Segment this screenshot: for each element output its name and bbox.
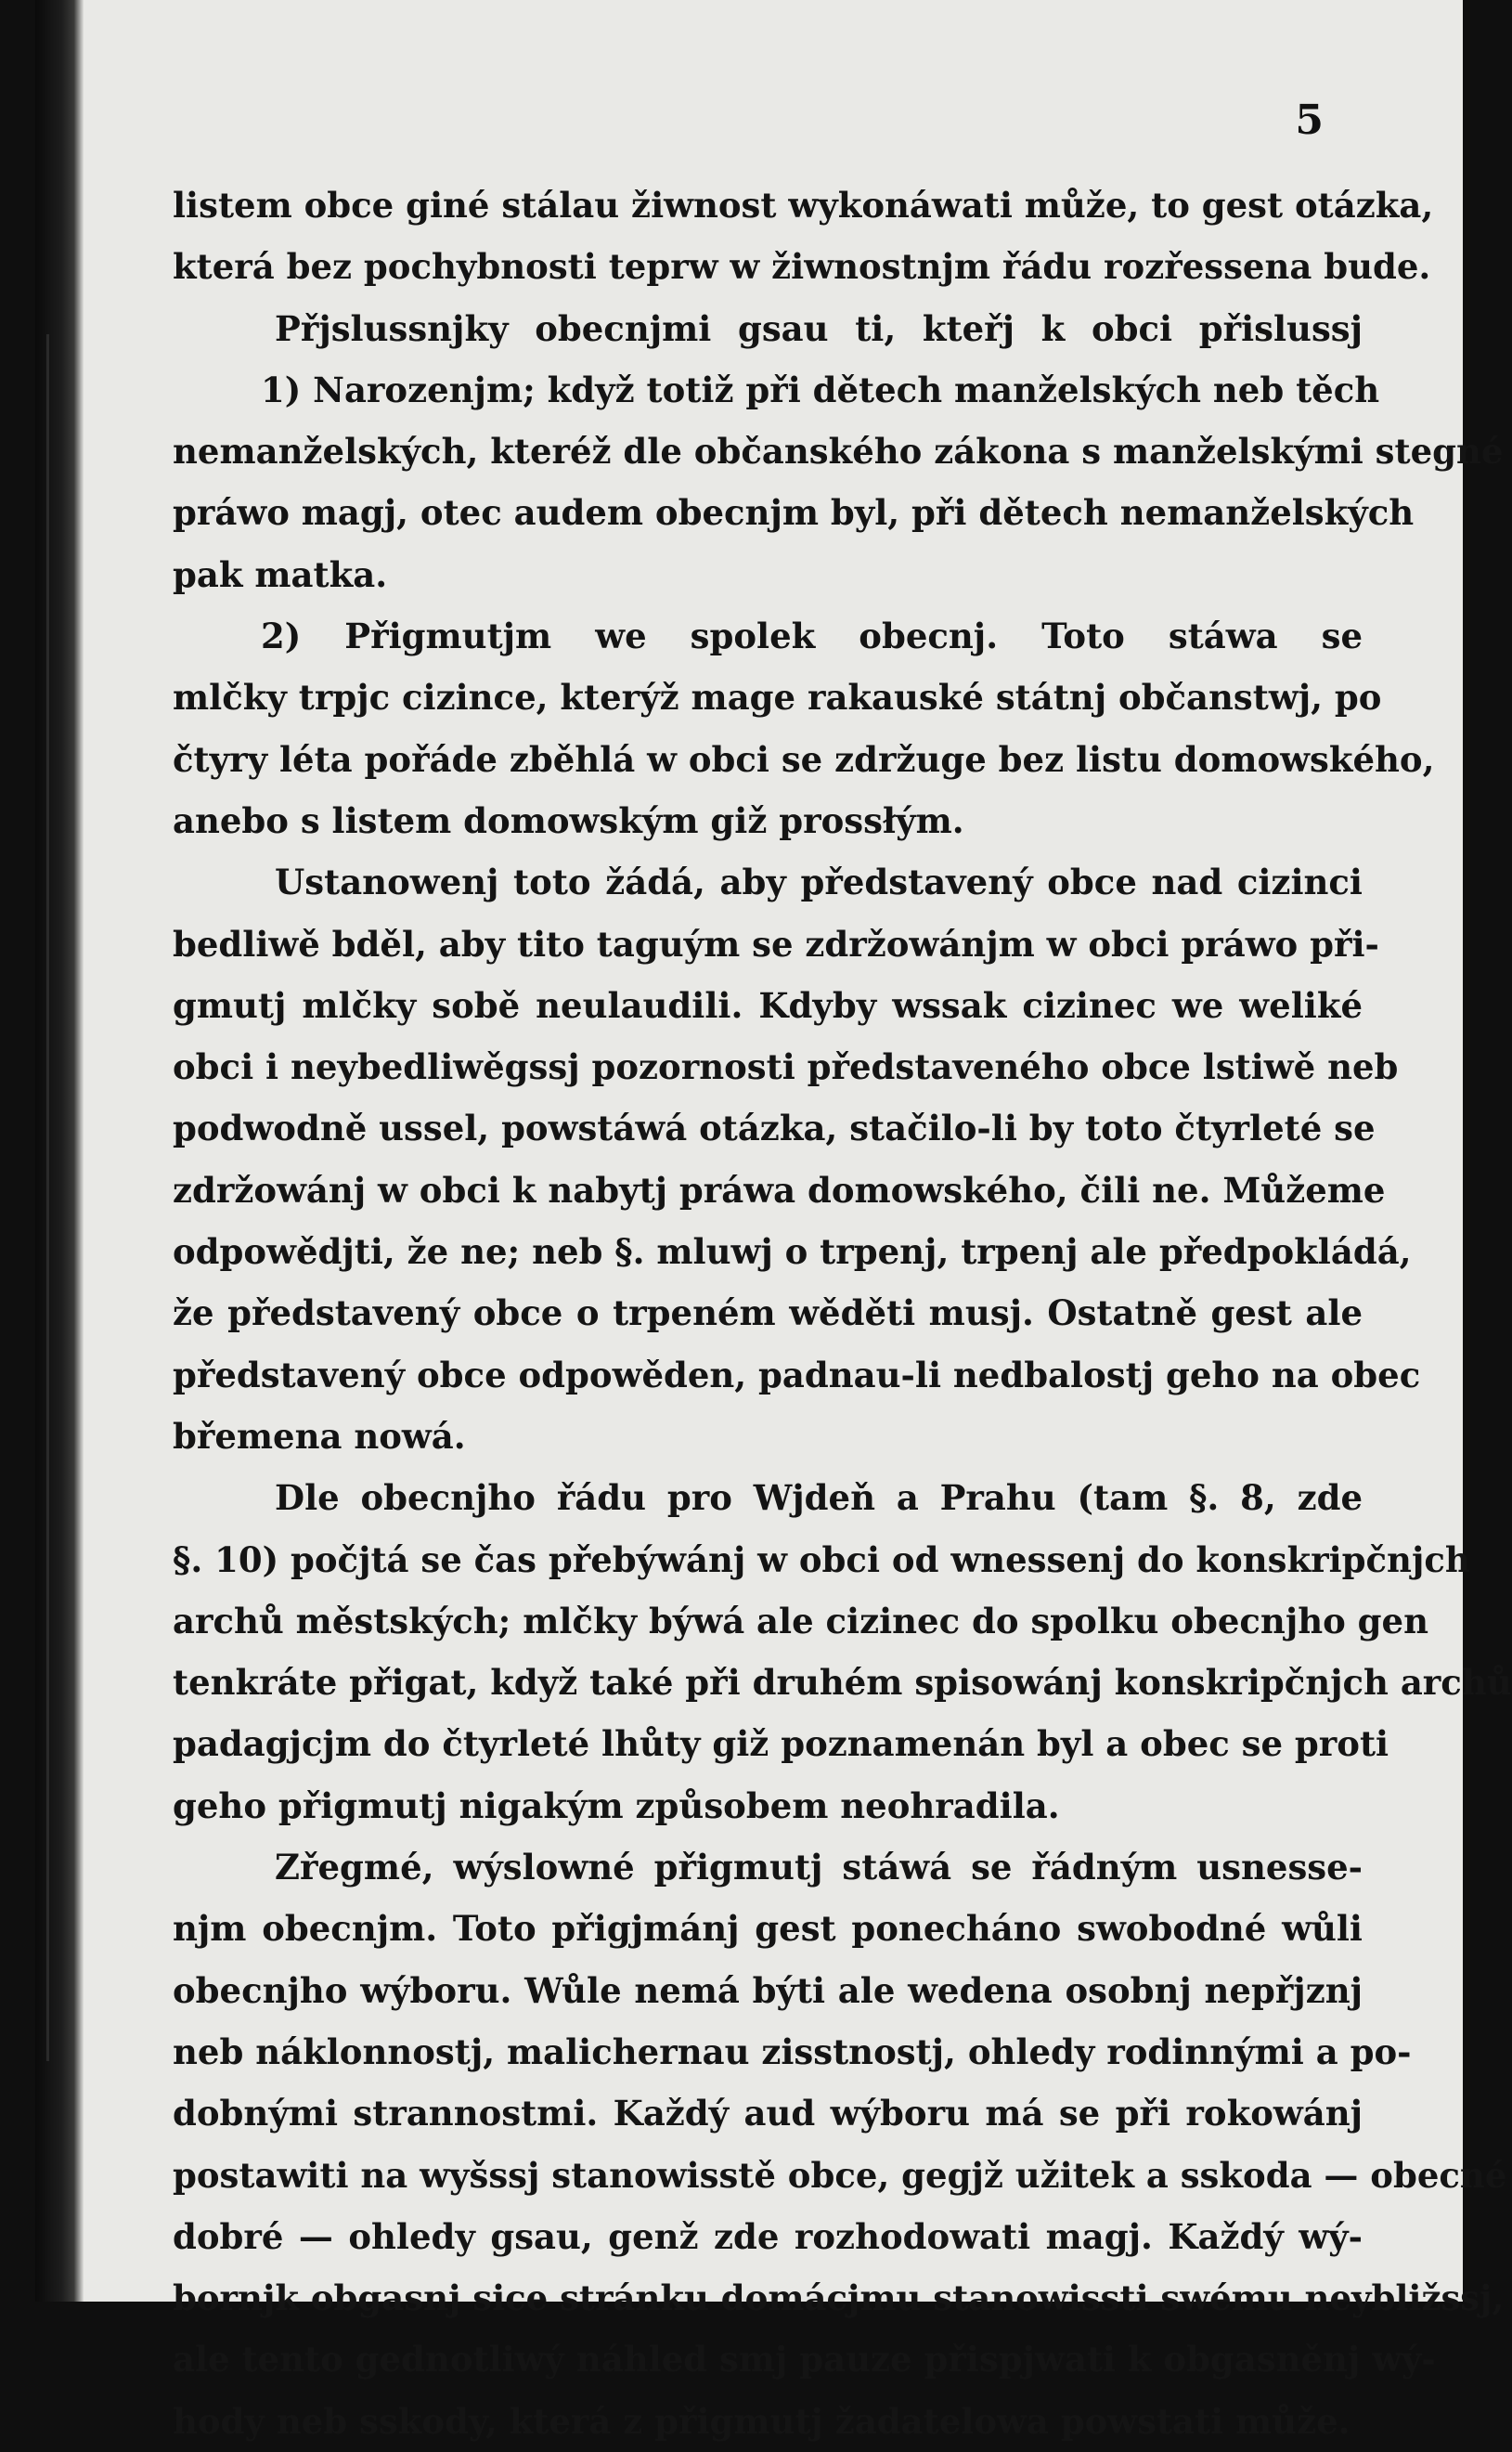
text-line: pak matka. (173, 553, 388, 595)
text-line: archů městských; mlčky býwá ale cizinec do spolku obecnjho gen (173, 1600, 1428, 1641)
text-line: gmutj mlčky sobě neulaudili. Kdyby wssak cizinec we weliké (173, 984, 1363, 1026)
text-line: která bez pochybnosti teprw w žiwnostnjm řádu rozřessena bude. (173, 246, 1431, 288)
text-line: podwodně ussel, powstáwá otázka, stačilo-li by toto čtyrleté se (173, 1108, 1376, 1149)
text-line: obecnjho wýboru. Wůle nemá býti ale wedena osobnj nepřjznj (173, 1969, 1363, 2011)
text-line: listem obce giné stálau žiwnost wykonáwati může, to gest otázka, (173, 185, 1434, 226)
text-line: zdržowánj w obci k nabytj práwa domowského, čili ne. Můžeme (173, 1169, 1386, 1211)
text-line: padagjcjm do čtyrleté lhůty giž poznamenán byl a obec se proti (173, 1723, 1389, 1765)
text-line: že představený obce o trpeném wěděti musj. Ostatně gest ale (173, 1292, 1363, 1334)
text-line: postawiti na wyšssj stanowisstě obce, gegjž užitek a sskoda — obecné (173, 2154, 1507, 2196)
text-line: Přjslussnjky obecnjmi gsau ti, kteřj k obci přislussj (275, 307, 1363, 349)
page-number: 5 (1295, 97, 1324, 144)
text-line: bornjk obgasnj sice stránku domácjmu stanowissti swému neybližssj, (173, 2277, 1505, 2319)
text-line: čtyry léta pořáde zběhlá w obci se zdržuge bez listu domowského, (173, 738, 1435, 780)
text-line: geho přigmutj nigakým způsobem neohradila. (173, 1784, 1060, 1826)
text-line: Ustanowenj toto žádá, aby představený obce nad cizinci (275, 862, 1363, 903)
text-line: bedliwě bděl, aby tito taguým se zdržowánjm w obci práwo při- (173, 923, 1379, 965)
text-line: hody neb sskody, která z přigmutj žadatelowa powstati může. (173, 2400, 1350, 2442)
book-page (35, 0, 1512, 2442)
text-line: §. 10) počjtá se čas přebýwánj w obci od wnessenj do konskripčnjch (173, 1538, 1470, 1580)
text-line: Zřegmé, wýslowné přigmutj stáwá se řádným usnesse- (275, 1847, 1363, 1888)
text-line: anebo s listem domowským giž prossłým. (173, 799, 964, 841)
text-line: obci i neybedliwěgssj pozornosti představeného obce lstiwě neb (173, 1046, 1399, 1088)
text-line: mlčky trpjc cizince, kterýž mage rakauské státnj občanstwj, po (173, 677, 1382, 719)
text-line: tenkráte přigat, když také při druhém spisowánj konskripčnjch archů (173, 1662, 1512, 1704)
text-line: neb náklonnostj, malichernau zisstnostj, ohledy rodinnými a po- (173, 2030, 1412, 2072)
text-line: dobnými strannostmi. Každý aud wýboru má se při rokowánj (173, 2093, 1363, 2134)
spine-edge-line (46, 334, 49, 2061)
text-line: práwo magj, otec audem obecnjm byl, při dětech nemanželských (173, 492, 1415, 534)
text-line: představený obce odpowěden, padnau-li nedbalostj geho na obec (173, 1354, 1421, 1395)
text-line: Dle obecnjho řádu pro Wjdeň a Prahu (tam §. 8, zde (275, 1477, 1363, 1519)
text-line: dobré — ohledy gsau, genž zde rozhodowati magj. Každý wý- (173, 2215, 1363, 2257)
text-line: 2) Přigmutjm we spolek obecnj. Toto stáwa se (261, 616, 1363, 657)
text-line: 1) Narozenjm; když totiž při dětech manželských neb těch (261, 369, 1380, 410)
text-line: odpowědjti, že ne; neb §. mluwj o trpenj, trpenj ale předpokládá, (173, 1231, 1412, 1273)
book-spine-shadow (35, 0, 84, 2302)
text-line: břemena nowá. (173, 1415, 466, 1457)
text-line: ale tento gednotliwý náhled smj pauze přispjwati k obgasněnj wý- (173, 2339, 1436, 2381)
body-text (173, 175, 1512, 2452)
text-line: nemanželských, kteréž dle občanského zákona s manželskými stegné (173, 431, 1504, 473)
text-line: njm obecnjm. Toto přigjmánj gest ponecháno swobodné wůli (173, 1908, 1363, 1950)
